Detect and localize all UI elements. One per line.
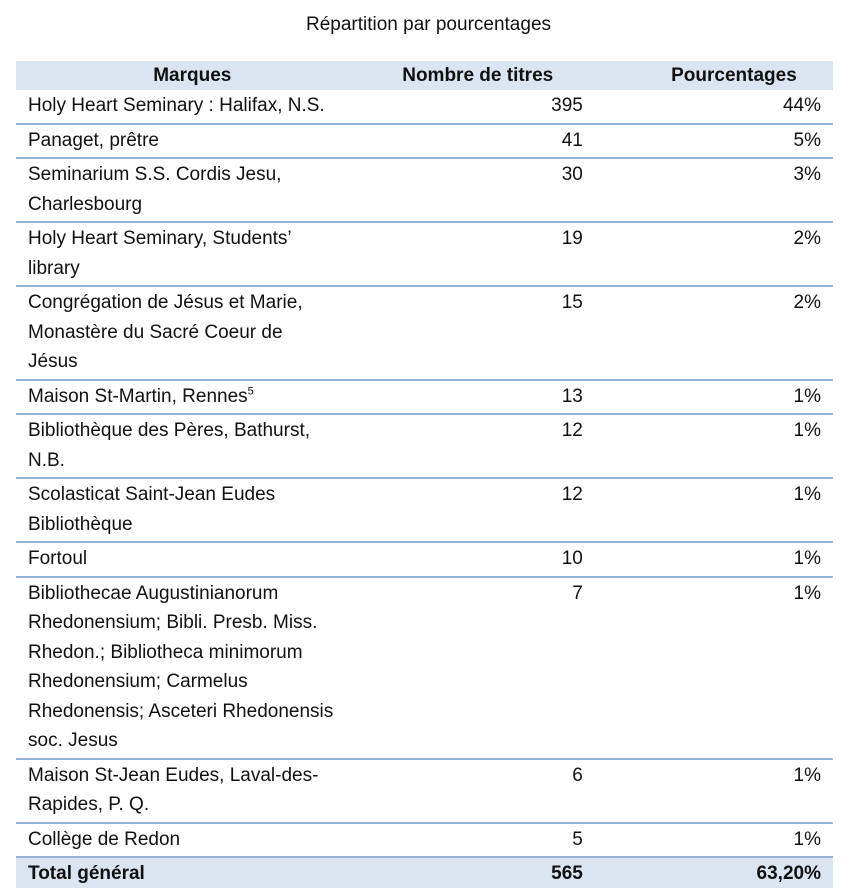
cell-marque <box>16 380 349 415</box>
cell-marque: Panaget, prêtre <box>16 124 349 159</box>
table-row <box>16 158 833 222</box>
cell-marque: Holy Heart Seminary : Halifax, N.S. <box>16 90 349 124</box>
cell-pourcentage: 1% <box>595 542 833 577</box>
table-row <box>16 823 833 858</box>
cell-titres: 19 <box>349 222 595 286</box>
header-nombre-titres: Nombre de titres <box>349 61 595 90</box>
cell-titres: 13 <box>349 380 595 415</box>
cell-pourcentage: 44% <box>595 90 833 124</box>
cell-titres: 15 <box>349 286 595 380</box>
cell-titres: 7 <box>349 577 595 759</box>
marque-text: Maison St-Martin, Rennes <box>28 385 248 407</box>
cell-titres: 41 <box>349 124 595 159</box>
footnote-marker: 5 <box>247 385 254 398</box>
total-label: Total général <box>16 857 349 888</box>
cell-pourcentage: 1% <box>595 759 833 823</box>
table-row <box>16 577 833 759</box>
table-row <box>16 478 833 542</box>
cell-pourcentage: 5% <box>595 124 833 159</box>
cell-titres: 395 <box>349 90 595 124</box>
cell-pourcentage: 1% <box>595 823 833 858</box>
header-row <box>16 61 833 90</box>
cell-marque: Scolasticat Saint-Jean Eudes Bibliothèque <box>16 478 349 542</box>
cell-marque: Holy Heart Seminary, Students’ library <box>16 222 349 286</box>
cell-pourcentage: 1% <box>595 414 833 478</box>
total-titres: 565 <box>349 857 595 888</box>
cell-titres: 12 <box>349 414 595 478</box>
cell-pourcentage: 2% <box>595 286 833 380</box>
cell-marque: Collège de Redon <box>16 823 349 858</box>
cell-pourcentage: 1% <box>595 577 833 759</box>
cell-marque: Fortoul <box>16 542 349 577</box>
table-row <box>16 90 833 124</box>
cell-titres: 10 <box>349 542 595 577</box>
table-row <box>16 286 833 380</box>
table-row <box>16 414 833 478</box>
cell-pourcentage: 1% <box>595 380 833 415</box>
cell-pourcentage: 2% <box>595 222 833 286</box>
total-row <box>16 857 833 888</box>
cell-marque: Bibliothèque des Pères, Bathurst, N.B. <box>16 414 349 478</box>
cell-titres: 5 <box>349 823 595 858</box>
header-pourcentages: Pourcentages <box>595 61 833 90</box>
cell-marque: Bibliothecae Augustinianorum Rhedonensium; Bibli. Presb. Miss. Rhedon.; Bibliotheca minimorum Rhedonensium; Carmelus Rhedonensis; Asceteri Rhedonensis soc. Jesus <box>16 577 349 759</box>
distribution-table <box>16 61 833 888</box>
cell-titres: 12 <box>349 478 595 542</box>
table-row <box>16 124 833 159</box>
table-row <box>16 380 833 415</box>
cell-titres: 30 <box>349 158 595 222</box>
table-row <box>16 759 833 823</box>
table-row <box>16 542 833 577</box>
table-title: Répartition par pourcentages <box>305 14 552 35</box>
cell-titres: 6 <box>349 759 595 823</box>
cell-pourcentage: 1% <box>595 478 833 542</box>
cell-marque: Congrégation de Jésus et Marie, Monastère du Sacré Coeur de Jésus <box>16 286 349 380</box>
total-pourcentage: 63,20% <box>595 857 833 888</box>
cell-marque: Seminarium S.S. Cordis Jesu, Charlesbourg <box>16 158 349 222</box>
table-row <box>16 222 833 286</box>
cell-pourcentage: 3% <box>595 158 833 222</box>
header-marques: Marques <box>16 61 349 90</box>
cell-marque: Maison St-Jean Eudes, Laval-des-Rapides, P. Q. <box>16 759 349 823</box>
